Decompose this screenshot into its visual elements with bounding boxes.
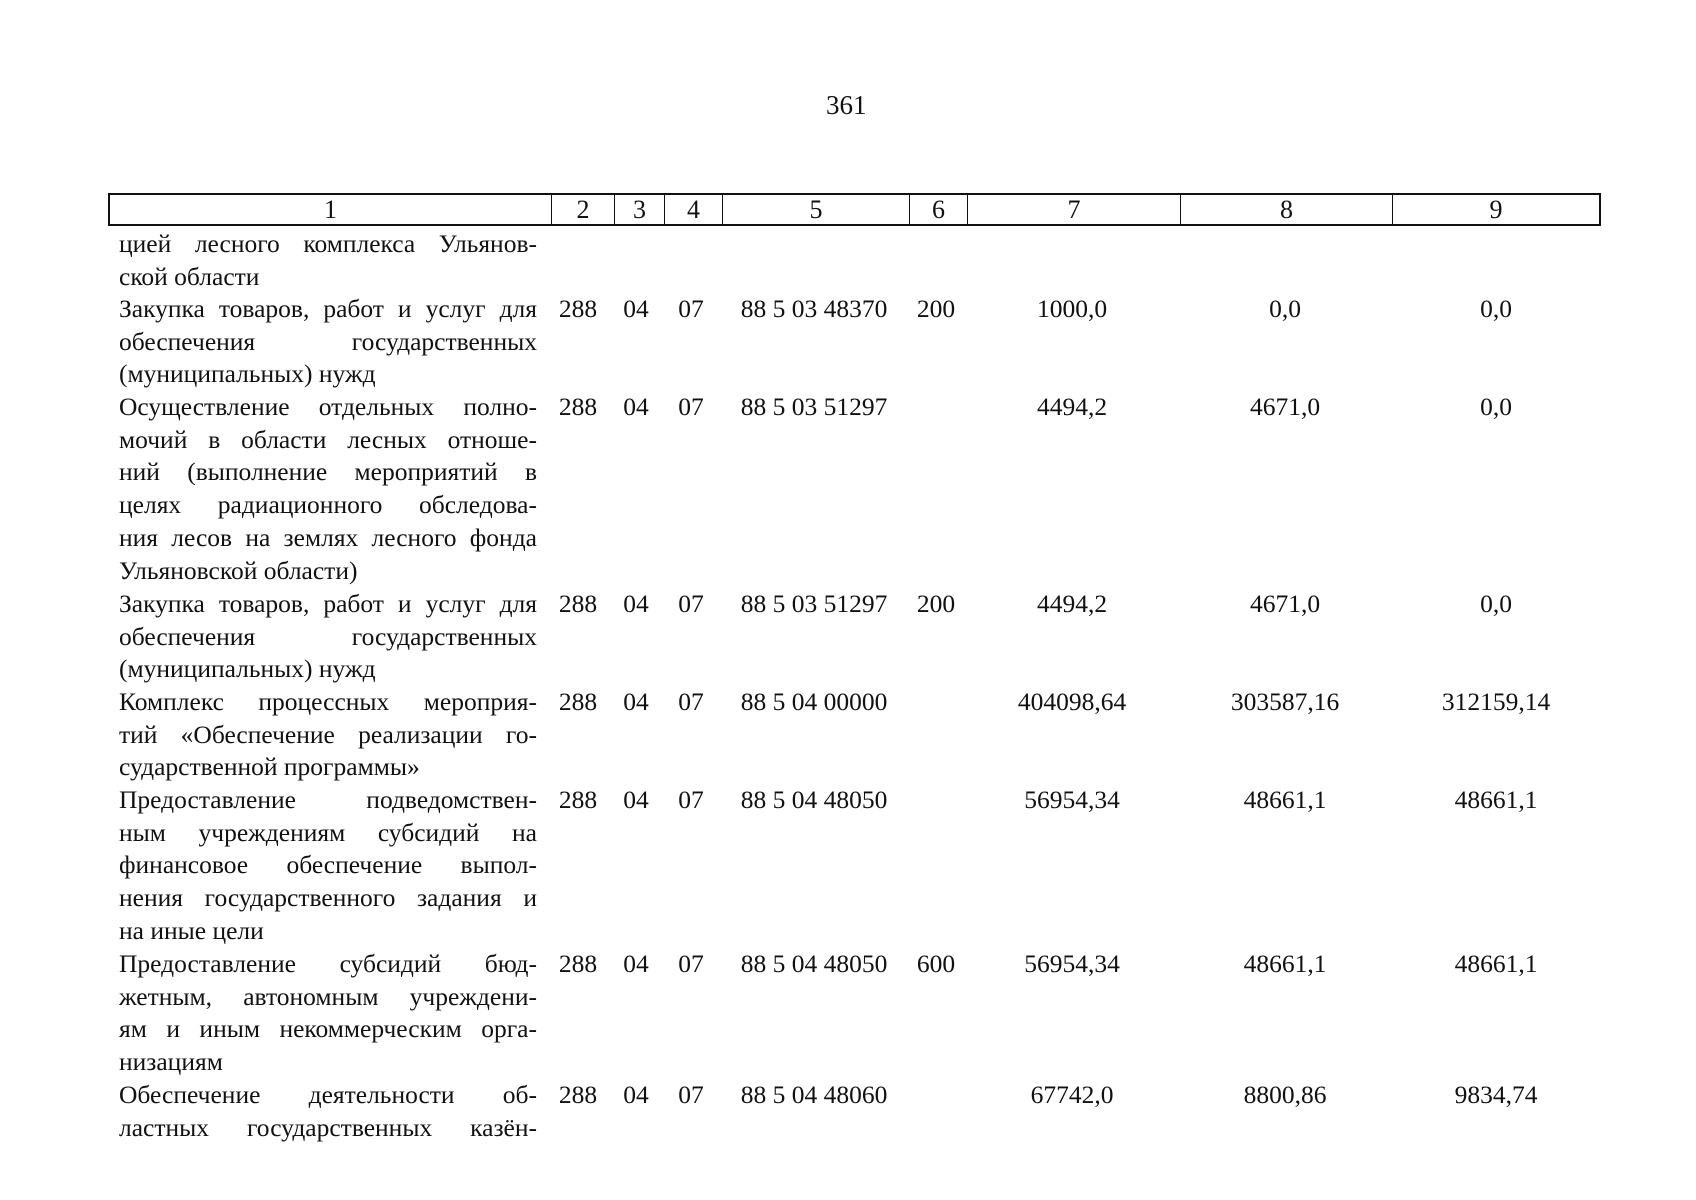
cell-col-7: 56954,34: [1024, 785, 1120, 814]
header-cell-6: 6: [910, 195, 968, 224]
table-header: [108, 193, 1601, 226]
description-line: ным учреждениям субсидий на: [119, 817, 537, 847]
cell-col-3: 04: [623, 1080, 649, 1109]
header-cell-7: 7: [968, 195, 1181, 224]
description-line: Предоставление подведомствен-: [119, 785, 537, 814]
description-line: жетным, автономным учреждени-: [119, 981, 537, 1011]
cell-col-3: 04: [623, 785, 649, 814]
cell-col-8: 0,0: [1269, 294, 1301, 323]
cell-col-8: 8800,86: [1243, 1080, 1327, 1109]
cell-col-9: 0,0: [1480, 294, 1512, 323]
header-cell-3: 3: [615, 195, 665, 224]
cell-col-5: 88 5 04 48050: [740, 949, 888, 978]
description-line: Закупка товаров, работ и услуг для: [119, 294, 537, 323]
description-line: Комплекс процессных мероприя-: [119, 687, 537, 716]
cell-col-5: 88 5 03 51297: [740, 589, 888, 618]
cell-col-9: 0,0: [1480, 392, 1512, 421]
description-line: цией лесного комплекса Ульянов-: [119, 229, 537, 258]
description-line: низациям: [119, 1047, 223, 1077]
cell-col-2: 288: [558, 687, 598, 716]
cell-col-8: 4671,0: [1249, 589, 1321, 618]
header-cell-1: 1: [110, 195, 552, 224]
cell-col-9: 0,0: [1480, 589, 1512, 618]
cell-col-5: 88 5 03 51297: [740, 392, 888, 421]
cell-col-7: 4494,2: [1036, 589, 1108, 618]
cell-col-4: 07: [678, 785, 704, 814]
cell-col-7: 67742,0: [1030, 1080, 1114, 1109]
cell-col-3: 04: [623, 392, 649, 421]
description-line: целях радиационного обследова-: [119, 490, 537, 520]
row-description: [119, 784, 537, 948]
cell-col-6: 200: [916, 589, 956, 618]
cell-col-2: 288: [558, 589, 598, 618]
cell-col-7: 1000,0: [1036, 294, 1108, 323]
description-line: на иные цели: [119, 915, 264, 945]
cell-col-8: 48661,1: [1243, 949, 1327, 978]
row-description: [119, 588, 537, 686]
cell-col-2: 288: [558, 785, 598, 814]
cell-col-5: 88 5 04 48060: [740, 1080, 888, 1109]
cell-col-9: 9834,74: [1454, 1080, 1538, 1109]
cell-col-8: 48661,1: [1243, 785, 1327, 814]
cell-col-4: 07: [678, 949, 704, 978]
cell-col-7: 404098,64: [1017, 687, 1127, 716]
description-line: обеспечения государственных: [119, 326, 537, 356]
description-line: Предоставление субсидий бюд-: [119, 949, 537, 978]
page-number: 361: [826, 90, 867, 120]
description-line: Закупка товаров, работ и услуг для: [119, 589, 537, 618]
cell-col-4: 07: [678, 687, 704, 716]
description-line: сударственной программы»: [119, 752, 420, 782]
cell-col-9: 312159,14: [1441, 687, 1551, 716]
cell-col-2: 288: [558, 392, 598, 421]
header-cell-8: 8: [1181, 195, 1393, 224]
cell-col-7: 4494,2: [1036, 392, 1108, 421]
description-line: финансовое обеспечение выпол-: [119, 850, 537, 880]
cell-col-2: 288: [558, 1080, 598, 1109]
description-line: Ульяновской области): [119, 555, 358, 585]
description-line: (муниципальных) нужд: [119, 654, 376, 684]
header-cell-9: 9: [1489, 195, 1503, 224]
row-description: [119, 228, 537, 293]
row-description: [119, 1079, 537, 1144]
description-line: ластных государственных казён-: [119, 1112, 537, 1142]
description-line: мочий в области лесных отноше-: [119, 424, 537, 454]
row-description: [119, 391, 537, 587]
description-line: (муниципальных) нужд: [119, 359, 376, 389]
cell-col-2: 288: [558, 949, 598, 978]
cell-col-2: 288: [558, 294, 598, 323]
cell-col-4: 07: [678, 1080, 704, 1109]
cell-col-3: 04: [623, 589, 649, 618]
cell-col-8: 4671,0: [1249, 392, 1321, 421]
cell-col-3: 04: [623, 687, 649, 716]
header-cell-2: 2: [552, 195, 615, 224]
description-line: тий «Обеспечение реализации го-: [119, 719, 537, 749]
header-cell-4: 4: [665, 195, 723, 224]
description-line: ской области: [119, 261, 260, 291]
description-line: ния лесов на землях лесного фонда: [119, 522, 537, 552]
cell-col-9: 48661,1: [1454, 949, 1538, 978]
description-line: ям и иным некоммерческим орга-: [119, 1014, 537, 1044]
cell-col-5: 88 5 04 00000: [740, 687, 888, 716]
cell-col-5: 88 5 04 48050: [740, 785, 888, 814]
cell-col-7: 56954,34: [1024, 949, 1120, 978]
cell-col-9: 48661,1: [1454, 785, 1538, 814]
row-description: [119, 686, 537, 784]
description-line: обеспечения государственных: [119, 621, 537, 651]
description-line: Осуществление отдельных полно-: [119, 392, 537, 421]
description-line: ний (выполнение мероприятий в: [119, 457, 537, 487]
row-description: [119, 293, 537, 391]
cell-col-3: 04: [623, 949, 649, 978]
row-description: [119, 948, 537, 1079]
description-line: нения государственного задания и: [119, 883, 537, 913]
cell-col-4: 07: [678, 392, 704, 421]
header-cell-5: 5: [723, 195, 910, 224]
cell-col-6: 200: [916, 294, 956, 323]
cell-col-3: 04: [623, 294, 649, 323]
description-line: Обеспечение деятельности об-: [119, 1080, 537, 1109]
cell-col-6: 600: [916, 949, 956, 978]
cell-col-4: 07: [678, 589, 704, 618]
cell-col-8: 303587,16: [1230, 687, 1340, 716]
cell-col-5: 88 5 03 48370: [740, 294, 888, 323]
cell-col-4: 07: [678, 294, 704, 323]
